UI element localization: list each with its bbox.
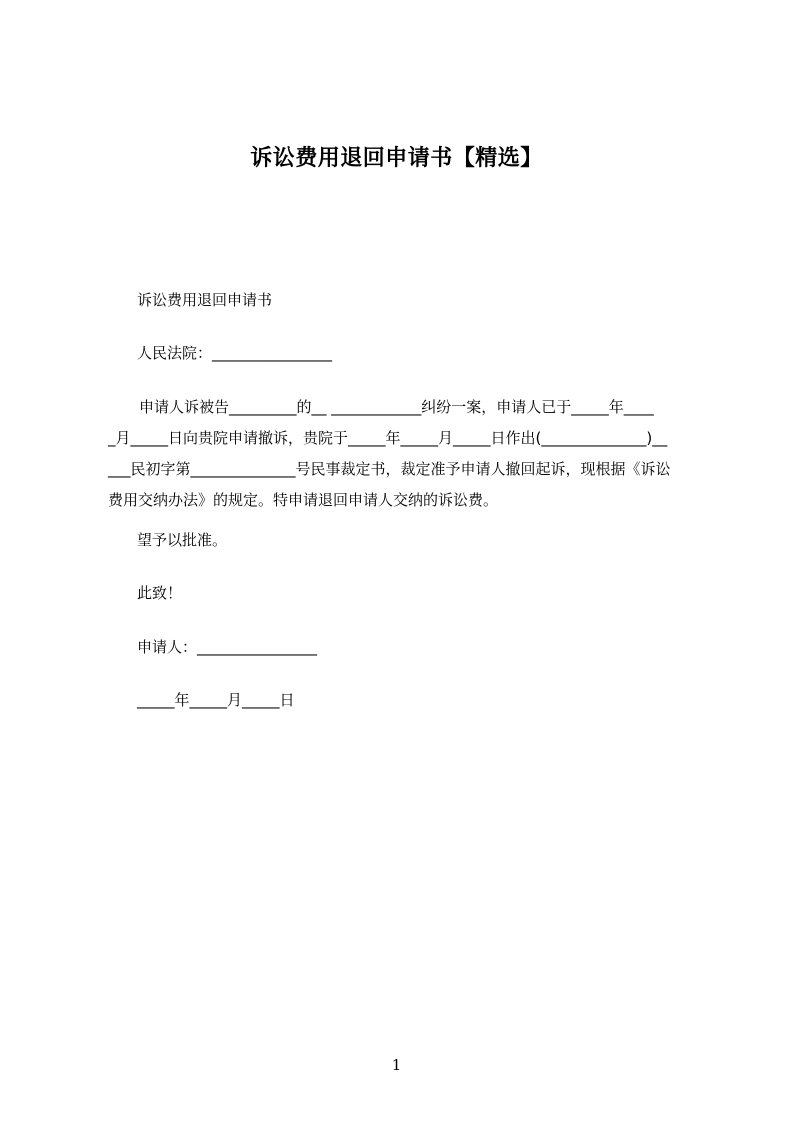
body-line-4: 费用交纳办法》的规定。特申请退回申请人交纳的诉讼费。: [108, 491, 499, 509]
closing-line: 此致！: [137, 584, 183, 602]
page-title: 诉讼费用退回申请书【精选】: [250, 146, 543, 171]
addressee-line: 人民法院：________________: [137, 344, 333, 362]
applicant-line: 申请人：________________: [137, 638, 318, 656]
date-line: _____年_____月_____日: [137, 691, 295, 709]
request-line: 望予以批准。: [137, 531, 228, 549]
document-heading: 诉讼费用退回申请书: [137, 291, 273, 309]
body-line-2: _月_____日向贵院申请撤诉，贵院于_____年_____月_____日作出(______________)__: [108, 429, 668, 447]
body-line-1: 申请人诉被告_________的__ ____________纠纷一案，申请人已于_____年____: [139, 398, 654, 416]
body-paragraph: [108, 400, 703, 524]
page-number: 1: [391, 1056, 402, 1074]
body-line-3: ___民初字第______________号民事裁定书，裁定准予申请人撤回起诉，现根据《诉讼: [108, 460, 671, 478]
